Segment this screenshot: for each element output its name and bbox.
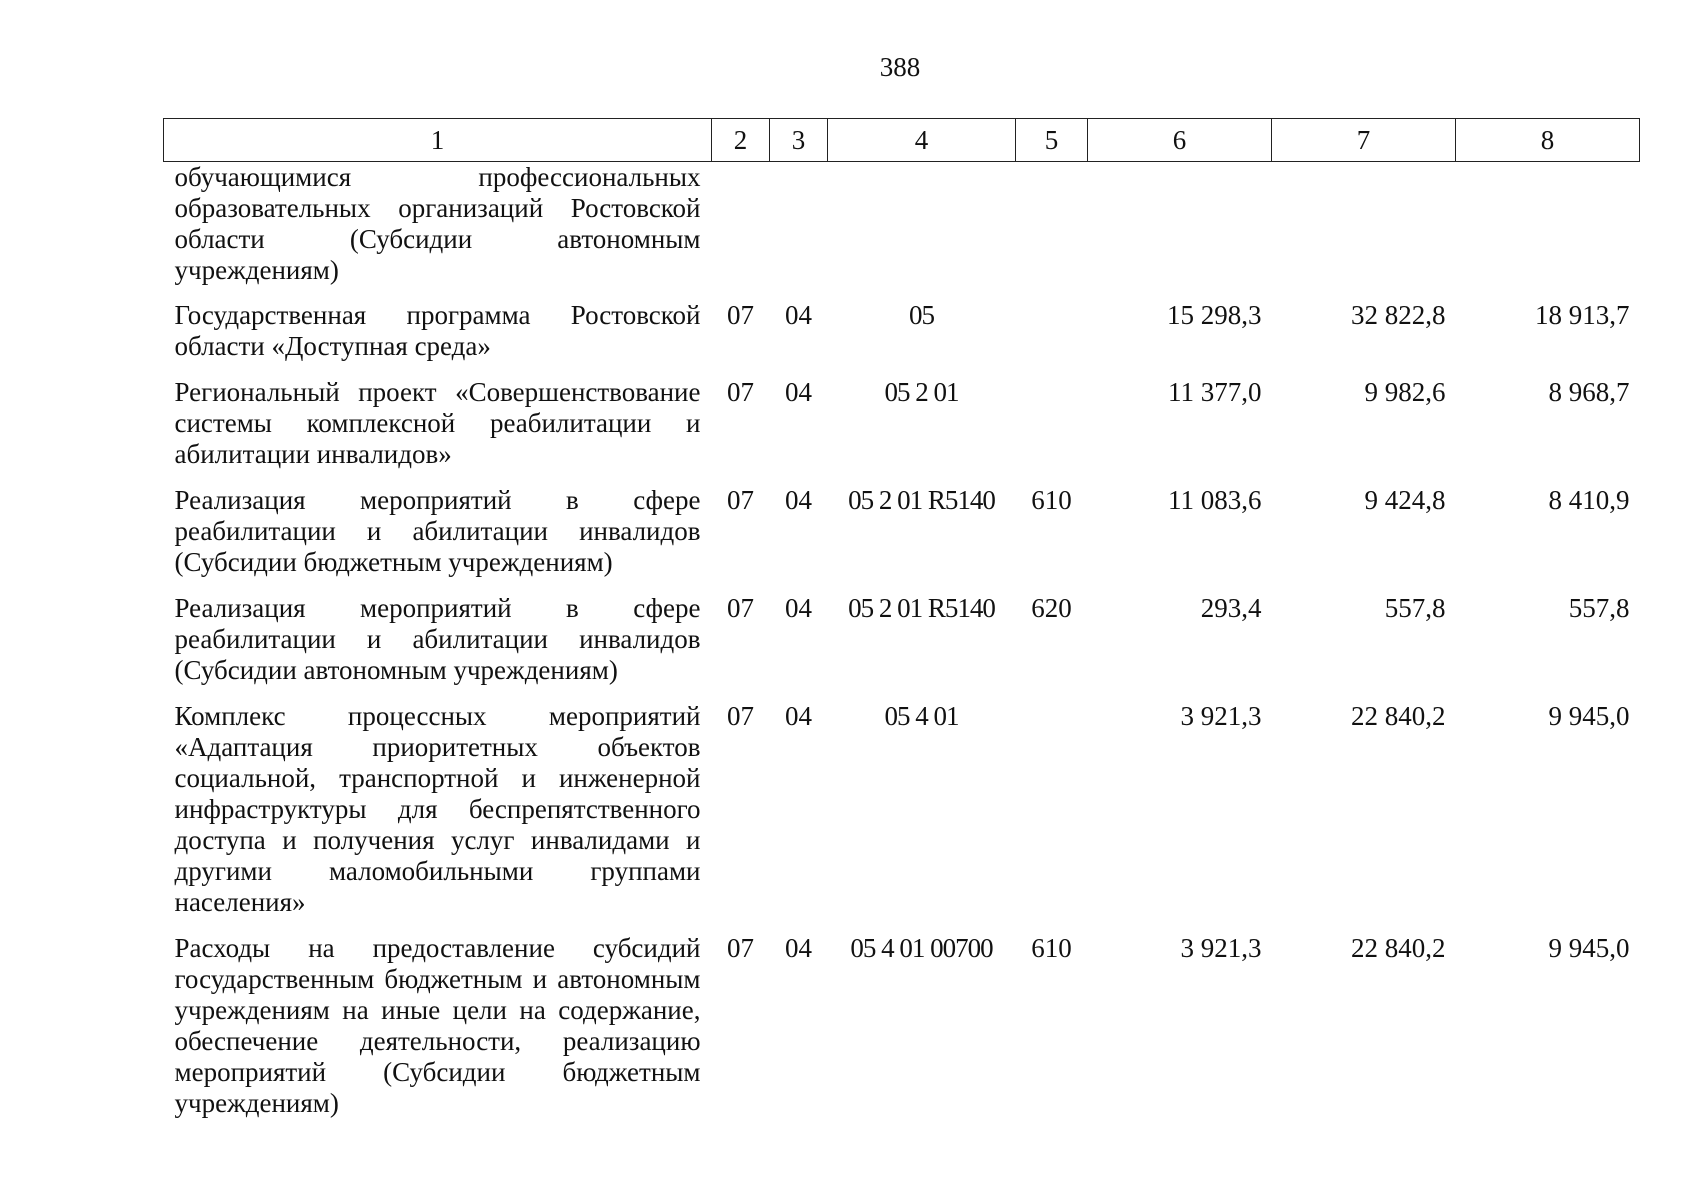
row-expense-type	[1016, 162, 1088, 301]
row-expense-type	[1016, 701, 1088, 933]
row-target-article: 05 4 01	[884, 701, 959, 731]
page-number: 388	[879, 52, 921, 82]
column-header-8: 8	[1456, 119, 1640, 162]
row-expense-type: 610	[1031, 485, 1072, 515]
row-expense-type	[1016, 300, 1088, 377]
column-header-1: 1	[164, 119, 712, 162]
table-row	[164, 933, 1640, 1134]
header-row	[164, 119, 1640, 162]
row-target-article: 05 4 01 00700	[850, 933, 993, 963]
table-row	[164, 485, 1640, 593]
row-value-6: 11 377,0	[1168, 377, 1262, 407]
row-name: Региональный проект «Совершенствование системы комплексной реабилитации и абилитации инвалидов»	[174, 377, 701, 469]
row-value-7: 557,8	[1384, 593, 1446, 623]
row-name: Реализация мероприятий в сфере реабилитации и абилитации инвалидов (Субсидии бюджетным учреждениям)	[174, 485, 701, 577]
row-section: 07	[727, 377, 754, 407]
row-section: 07	[727, 485, 754, 515]
row-subsection: 04	[785, 701, 812, 731]
row-subsection	[770, 162, 828, 301]
row-target-article	[828, 162, 1016, 301]
row-section	[712, 162, 770, 301]
row-section: 07	[727, 701, 754, 731]
row-value-6: 15 298,3	[1167, 300, 1262, 330]
row-value-6: 3 921,3	[1180, 933, 1262, 963]
column-header-7: 7	[1272, 119, 1456, 162]
row-section: 07	[727, 593, 754, 623]
row-value-7: 9 982,6	[1364, 377, 1446, 407]
row-section: 07	[727, 933, 754, 963]
table-row	[164, 377, 1640, 485]
row-target-article: 05	[909, 300, 934, 330]
row-section: 07	[727, 300, 754, 330]
column-header-4: 4	[828, 119, 1016, 162]
table-row	[164, 701, 1640, 933]
row-target-article: 05 2 01 R5140	[848, 593, 995, 623]
row-value-6	[1088, 162, 1272, 301]
budget-table	[163, 118, 1640, 1134]
row-value-7: 22 840,2	[1351, 933, 1446, 963]
row-expense-type: 620	[1031, 593, 1072, 623]
row-name: Расходы на предоставление субсидий государственным бюджетным и автономным учреждениям на иные цели на содержание, обеспечение деятельности, реализацию мероприятий (Субсидии бюджетным учреждениям)	[174, 933, 701, 1118]
row-value-6: 11 083,6	[1168, 485, 1262, 515]
row-name: обучающимися профессиональных образовательных организаций Ростовской области (Субсидии автономным учреждениям)	[174, 162, 701, 285]
row-value-8: 8 410,9	[1548, 485, 1630, 515]
row-subsection: 04	[785, 300, 812, 330]
row-name: Реализация мероприятий в сфере реабилитации и абилитации инвалидов (Субсидии автономным учреждениям)	[174, 593, 701, 685]
column-header-3: 3	[770, 119, 828, 162]
row-value-7: 32 822,8	[1351, 300, 1446, 330]
row-target-article: 05 2 01 R5140	[848, 485, 995, 515]
row-value-8	[1456, 162, 1640, 301]
row-expense-type	[1016, 377, 1088, 485]
table-header	[164, 119, 1640, 162]
table-row	[164, 593, 1640, 701]
row-value-8: 8 968,7	[1548, 377, 1630, 407]
row-subsection: 04	[785, 593, 812, 623]
row-value-7: 22 840,2	[1351, 701, 1446, 731]
table-body	[164, 162, 1640, 1135]
row-subsection: 04	[785, 377, 812, 407]
row-name: Государственная программа Ростовской области «Доступная среда»	[174, 300, 701, 361]
row-value-7: 9 424,8	[1364, 485, 1446, 515]
table-row	[164, 162, 1640, 301]
row-value-8: 18 913,7	[1535, 300, 1630, 330]
row-value-7	[1272, 162, 1456, 301]
column-header-5: 5	[1016, 119, 1088, 162]
column-header-6: 6	[1088, 119, 1272, 162]
row-value-6: 293,4	[1200, 593, 1262, 623]
row-value-8: 557,8	[1568, 593, 1630, 623]
table-row	[164, 300, 1640, 377]
row-target-article: 05 2 01	[884, 377, 959, 407]
row-value-8: 9 945,0	[1548, 701, 1630, 731]
row-expense-type: 610	[1031, 933, 1072, 963]
column-header-2: 2	[712, 119, 770, 162]
row-subsection: 04	[785, 933, 812, 963]
row-subsection: 04	[785, 485, 812, 515]
row-value-6: 3 921,3	[1180, 701, 1262, 731]
row-name: Комплекс процессных мероприятий «Адаптация приоритетных объектов социальной, транспортной и инженерной инфраструктуры для беспрепятственного доступа и получения услуг инвалидами и другими маломобильными группами населения»	[174, 701, 701, 917]
row-value-8: 9 945,0	[1548, 933, 1630, 963]
